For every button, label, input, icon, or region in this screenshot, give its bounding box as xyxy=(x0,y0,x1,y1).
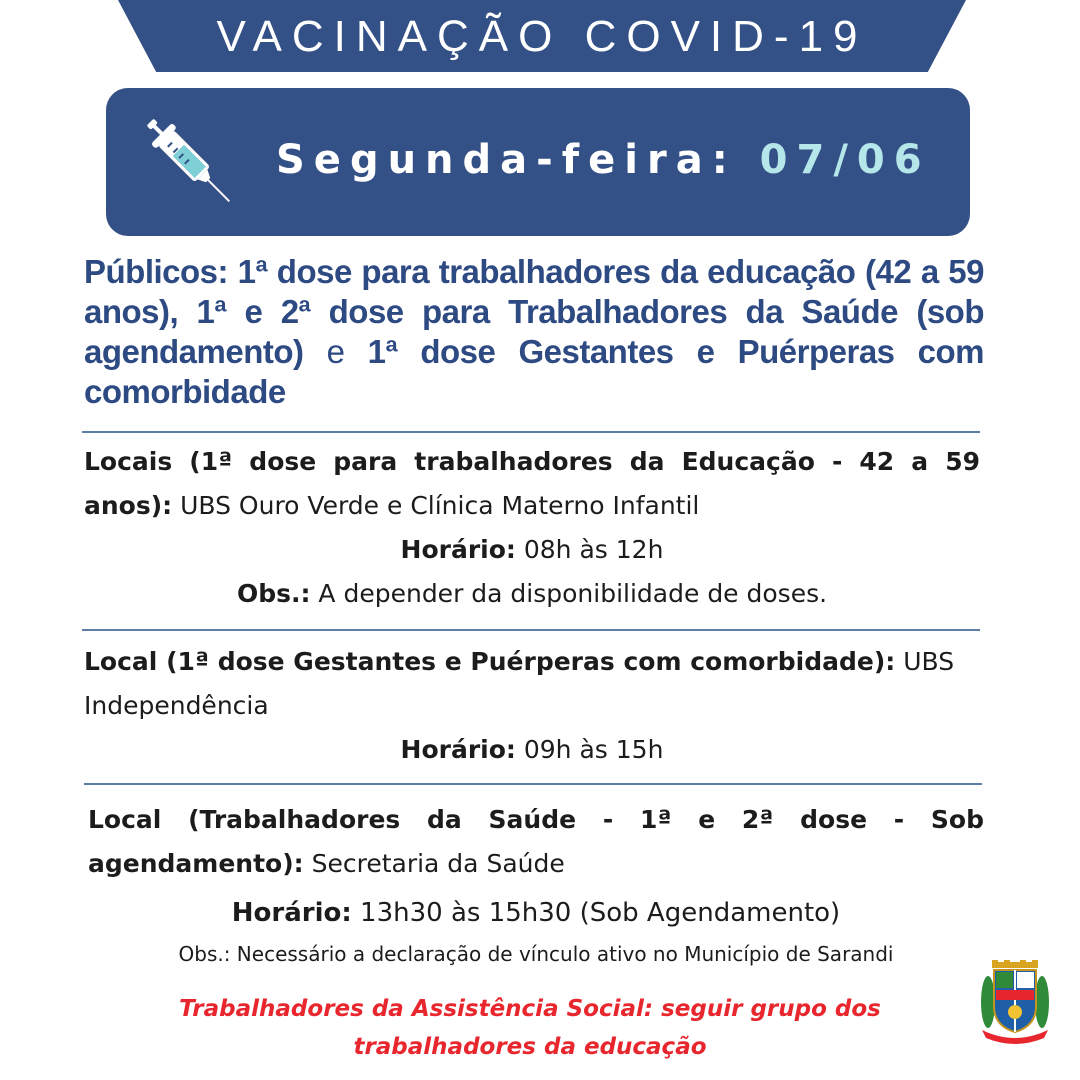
section-saude xyxy=(88,798,984,968)
section1-obs-label: Obs.: xyxy=(236,579,311,608)
date-line xyxy=(276,130,931,190)
section3-horario xyxy=(88,886,984,940)
divider-3 xyxy=(84,783,982,785)
divider-2 xyxy=(82,629,980,631)
section1-obs-value: A depender da disponibilidade de doses. xyxy=(318,579,828,608)
municipal-crest-icon xyxy=(978,960,1052,1044)
section2-paragraph xyxy=(84,640,980,728)
section2-heading: Local (1ª dose Gestantes e Puérperas com comorbidade): xyxy=(84,647,896,676)
divider-1 xyxy=(82,431,980,433)
header-title: VACINAÇÃO COVID-19 xyxy=(216,12,868,61)
section1-heading: Locais (1ª dose para trabalhadores da Educação - 42 a 59 anos): xyxy=(84,447,980,520)
section3-paragraph xyxy=(88,798,984,886)
section2-horario-label: Horário: xyxy=(400,735,516,764)
section2-location: UBS Independência xyxy=(84,647,955,720)
syringe-icon xyxy=(134,106,244,216)
section1-horario xyxy=(84,528,980,572)
section-gestantes xyxy=(84,640,980,772)
publicos-part1: Públicos: 1ª dose para trabalhadores da educação (42 a 59 anos), 1ª e 2ª dose para Trabalhadores da Saúde (sob agendamento) xyxy=(84,253,984,370)
section3-heading: Local (Trabalhadores da Saúde - 1ª e 2ª dose - Sob agendamento): xyxy=(88,805,984,878)
footer-line-1: Trabalhadores da Assistência Social: seguir grupo dos xyxy=(179,996,881,1022)
publicos-text xyxy=(84,252,984,412)
section1-locations: UBS Ouro Verde e Clínica Materno Infantil xyxy=(180,491,700,520)
section-educacao xyxy=(84,440,980,616)
date-value: 07/06 xyxy=(759,137,931,183)
footer-note xyxy=(150,990,910,1066)
section1-horario-value: 08h às 12h xyxy=(523,535,664,564)
footer-line-2: trabalhadores da educação xyxy=(353,1034,707,1060)
section2-horario xyxy=(84,728,980,772)
date-box xyxy=(106,88,970,236)
section1-paragraph xyxy=(84,440,980,528)
weekday-label: Segunda-feira: xyxy=(276,137,737,183)
section2-horario-value: 09h às 15h xyxy=(523,735,664,764)
publicos-connector: e xyxy=(326,333,345,370)
section1-obs xyxy=(84,572,980,616)
section3-horario-value: 13h30 às 15h30 (Sob Agendamento) xyxy=(360,898,841,928)
section3-location: Secretaria da Saúde xyxy=(311,849,565,878)
section1-horario-label: Horário: xyxy=(400,535,516,564)
section3-horario-label: Horário: xyxy=(231,898,352,928)
section3-obs: Obs.: Necessário a declaração de vínculo ativo no Município de Sarandi xyxy=(178,942,894,966)
publicos-part2: 1ª dose Gestantes e Puérperas com comorbidade xyxy=(84,333,985,410)
